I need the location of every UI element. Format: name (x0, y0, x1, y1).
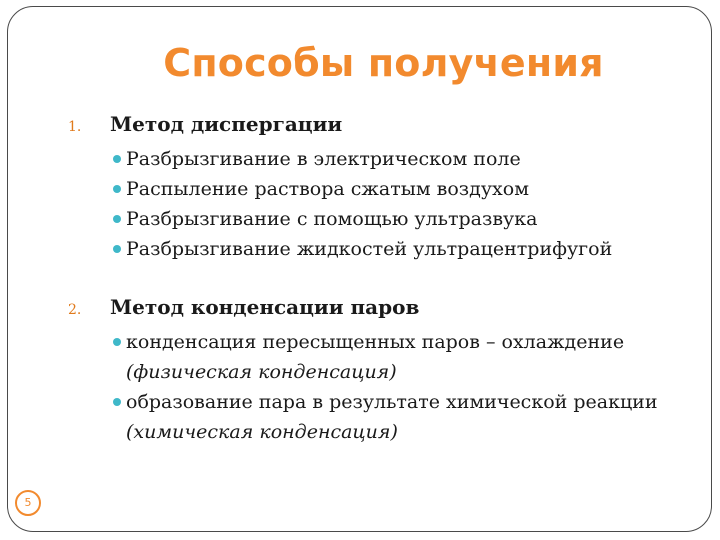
slide-number: 5 (15, 490, 41, 516)
list-item (112, 327, 708, 387)
list-item (112, 174, 708, 204)
bullet-icon (112, 204, 126, 234)
bullet-icon (112, 174, 126, 204)
section-number: 1. (68, 119, 82, 135)
list-item-text: Разбрызгивание жидкостей ультрацентрифугой (126, 238, 613, 260)
bullet-icon (112, 234, 126, 264)
list-item-text: Разбрызгивание в электрическом поле (126, 148, 521, 170)
list-item (112, 387, 708, 447)
bullet-icon (112, 387, 126, 417)
bullet-list (68, 327, 708, 447)
list-item (112, 234, 708, 264)
slide-title: Способы получения (163, 41, 604, 85)
section-title: Метод диспергации (110, 112, 343, 136)
list-item-text: образование пара в результате химической реакции (химическая конденсация) (126, 391, 658, 443)
list-item (112, 144, 708, 174)
section-number: 2. (68, 302, 82, 318)
section-heading (68, 290, 708, 327)
bullet-list (68, 144, 708, 264)
section-title: Метод конденсации паров (110, 295, 420, 319)
bullet-icon (112, 144, 126, 174)
list-item-text: Распыление раствора сжатым воздухом (126, 178, 529, 200)
slide-content (68, 107, 708, 473)
bullet-icon (112, 327, 126, 357)
section-condensation (68, 290, 708, 447)
section-dispersion (68, 107, 708, 264)
slide-frame (7, 6, 712, 532)
list-item-text: Разбрызгивание с помощью ультразвука (126, 208, 538, 230)
list-item (112, 204, 708, 234)
list-item-text: конденсация пересыщенных паров – охлаждение (физическая конденсация) (126, 331, 625, 383)
section-heading (68, 107, 708, 144)
